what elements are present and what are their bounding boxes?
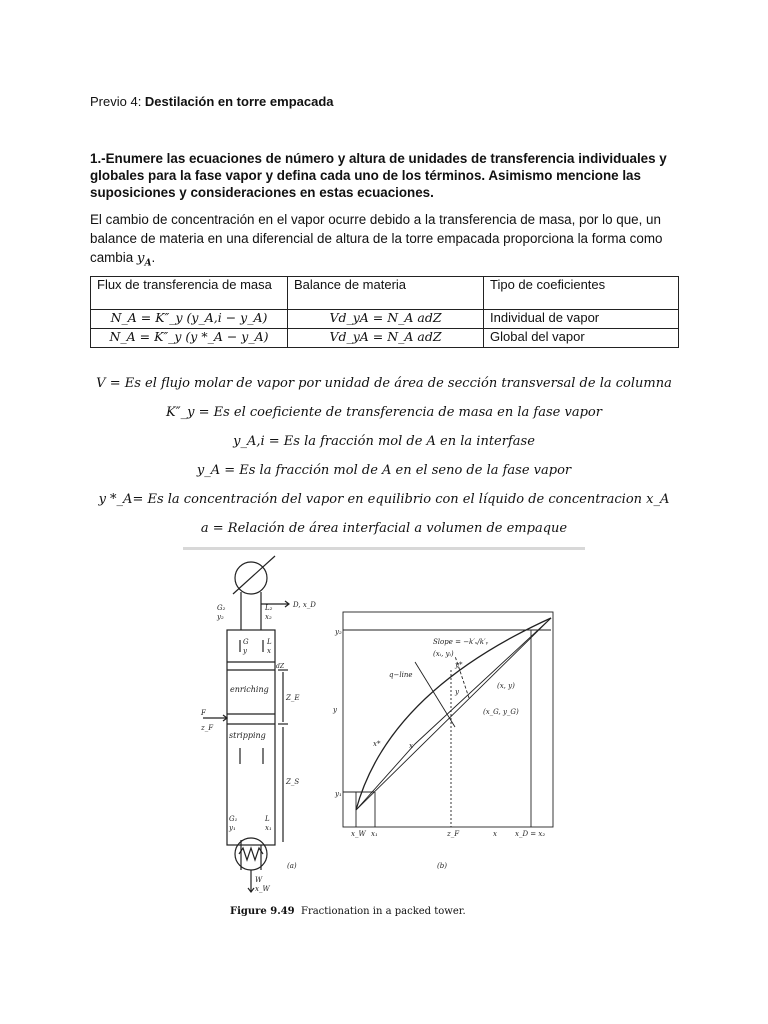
reboiler-icon (235, 838, 267, 870)
heading-prefix: Previo 4: (90, 94, 145, 109)
label-zF: z_F (201, 724, 214, 732)
definition-item: y_A,i = Es la fracción mol de A en la interfase (233, 434, 535, 449)
label-G: G (243, 638, 249, 646)
graph-label-x-y: (x, y) (497, 682, 515, 690)
figure-divider (183, 547, 585, 550)
label-y2: y₂ (217, 613, 224, 621)
table-row (91, 329, 679, 348)
graph-label-xaxis: x (493, 830, 497, 838)
graph-label-zF: z_F (447, 830, 460, 838)
table-cell: Vd_yA = N_A adZ (288, 310, 484, 329)
table-cell: Global del vapor (484, 329, 679, 348)
label-xW: x_W (255, 885, 270, 893)
label-x: x (267, 647, 271, 655)
graph-label-x: x (409, 742, 413, 750)
table-cell: N_A = K″_y (y_A,i − y_A) (91, 310, 288, 329)
intro-paragraph (90, 210, 690, 274)
tower-diagram (203, 556, 289, 892)
paragraph-symbol: y (136, 251, 145, 266)
label-L1: L (265, 815, 270, 823)
label-L2: L₂ (265, 604, 273, 612)
label-stripping: stripping (229, 731, 266, 740)
label-D: D, x_D (293, 601, 316, 609)
graph-label-xD: x_D = x₂ (515, 830, 546, 838)
graph-label-ystar: y* (455, 661, 463, 669)
definition-item: a = Relación de área interfacial a volumen de empaque (200, 521, 568, 536)
label-panel-a: (a) (287, 862, 297, 870)
label-x1: x₁ (265, 824, 272, 832)
graph-label-y1: y₁ (335, 790, 342, 798)
definitions-list (0, 372, 768, 546)
graph-label-x1: x₁ (371, 830, 378, 838)
graph-label-y2: y₂ (335, 628, 342, 636)
table-header-row (91, 277, 679, 310)
table-cell: Vd_yA = N_A adZ (288, 329, 484, 348)
label-y1: y₁ (229, 824, 236, 832)
caption-text: Fractionation in a packed tower. (301, 906, 466, 917)
definition-item: V = Es el flujo molar de vapor por unidad de área de sección transversal de la columna (96, 376, 672, 391)
label-ZE: Z_E (286, 694, 300, 702)
graph-label-yaxis: y (333, 706, 337, 714)
paragraph-end: . (151, 250, 156, 265)
heading-title: Destilación en torre empacada (144, 94, 334, 109)
graph-labels (332, 628, 545, 870)
label-F: F (201, 709, 206, 717)
graph-label-xi-yi: (xᵢ, yᵢ) (433, 650, 454, 658)
label-G2: G₂ (217, 604, 226, 612)
label-ZS: Z_S (286, 778, 300, 786)
packed-tower-figure (183, 552, 583, 902)
graph-label-y: y (455, 688, 459, 696)
label-dZ: dZ (276, 663, 285, 670)
graph-label-slope: Slope = −k′ₓ/k′ᵧ (433, 638, 489, 646)
table-cell: Individual de vapor (484, 310, 679, 329)
graph-label-xstar: x* (373, 740, 381, 748)
table-cell: N_A = K″_y (y *_A − y_A) (91, 329, 288, 348)
definition-item: y_A = Es la fracción mol de A en el seno de la fase vapor (196, 463, 572, 478)
diagonal-line (356, 618, 551, 810)
question-text: 1.-Enumere las ecuaciones de número y altura de unidades de transferencia individuales y globales para la fase vapor y defina cada uno de los términos. Asimismo mencione las suposiciones y consideraciones en estas ecuaciones. (90, 151, 667, 200)
label-enriching: enriching (230, 685, 269, 694)
table-row (91, 310, 679, 329)
graph-label-xW: x_W (351, 830, 366, 838)
q-line (415, 662, 455, 727)
label-y: y (243, 647, 247, 655)
equations-table (90, 276, 679, 348)
definition-item: y *_A= Es la concentración del vapor en equilibrio con el líquido de concentracion x_A (98, 492, 670, 507)
graph-label-panel-b: (b) (437, 862, 447, 870)
paragraph-subscript: A (144, 258, 152, 269)
definition-item: K″_y = Es el coeficiente de transferencia de masa en la fase vapor (166, 405, 602, 420)
table-header-cell: Balance de materia (288, 277, 484, 310)
label-L: L (267, 638, 272, 646)
caption-number: Figure 9.49 (230, 906, 295, 917)
paragraph-text: El cambio de concentración en el vapor ocurre debido a la transferencia de masa, por lo que, un balance de materia en una diferencial de altura de la torre empacada proporciona la forma como cambia (90, 212, 663, 265)
page-heading (90, 94, 334, 109)
figure-caption (230, 906, 466, 917)
table-header-cell: Flux de transferencia de masa (91, 277, 288, 310)
graph-label-qline: q−line (389, 671, 413, 679)
label-G1: G₁ (229, 815, 238, 823)
label-x2: x₂ (265, 613, 272, 621)
table-header-cell: Tipo de coeficientes (484, 277, 679, 310)
label-W: W (255, 876, 263, 884)
graph-label-xG-yG: (x_G, y_G) (483, 708, 519, 716)
